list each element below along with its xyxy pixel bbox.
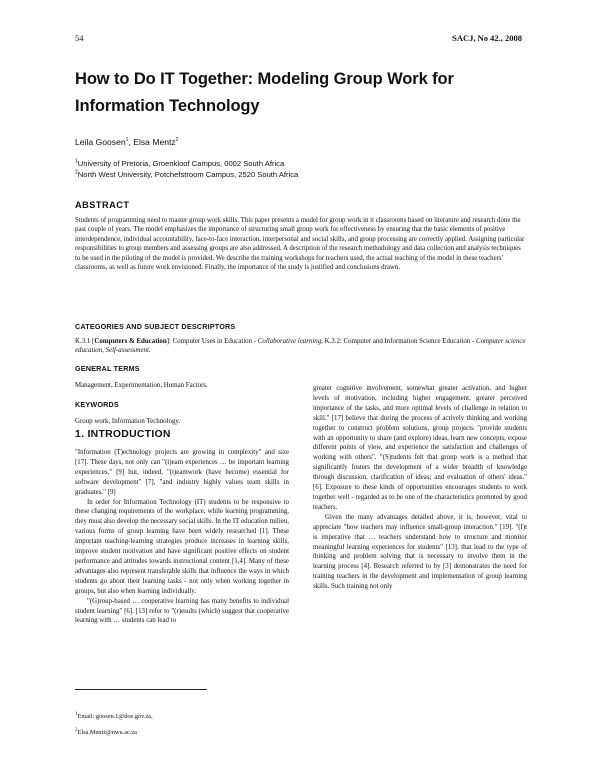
- keywords-heading: KEYWORDS: [75, 400, 119, 409]
- categories-italic: Computer science education, Self-assessment.: [75, 338, 526, 355]
- footnote: [75, 713, 153, 720]
- categories-bold: Computers & Education: [94, 338, 167, 345]
- affiliation-line: [75, 158, 298, 169]
- introduction-heading: 1. INTRODUCTION: [75, 429, 171, 440]
- author-mark: 1: [125, 137, 129, 144]
- footnote-rule: [75, 689, 207, 690]
- categories-body: [75, 337, 527, 356]
- paragraph: Given the many advantages detailed above, it is, however, vital to appreciate "how teachers may influence small-group interaction." [19]. "(I)t is imperative that … teachers understand how to structure and monitor meaningful learning experiences for students" [13], that lead to the type of thinking and problem solving that is necessary to involve them in the learning process [4]. Research referred to by [3] demonstrates the need for training teachers in the development and implementation of group learning skills. Such training not only: [313, 513, 527, 591]
- introduction-right-column: [313, 384, 527, 592]
- footnote-mark: 2: [75, 727, 78, 733]
- introduction-left-column: [75, 448, 289, 626]
- author-mark: 2: [175, 137, 179, 144]
- paragraph: In order for Information Technology (IT) students to be responsive to these changing requirements of the workplace, while learning programming, they must also develop the necessary social skills. In the IT education milieu, various forms of group learning have been widely researched [1]. These important teaching-learning strategies produce increases in learning skills, improve student motivation and have significant positive effects on student performance and attitudes towards instructional content [1,4]. Many of these advantages also represent transferable skills that influence the ways in which students go about their learning tasks - not only when working together in groups, but also when learning individually.: [75, 498, 289, 595]
- affiliation-text: North West University, Potchefstroom Campus, 2520 South Africa: [77, 170, 299, 179]
- affiliations: [75, 158, 298, 180]
- journal-reference: SACJ, No 42., 2008: [452, 33, 522, 43]
- categories-text: K.3.2: Computer and Information Science Education -: [322, 338, 476, 345]
- footnote-mark: 1: [75, 711, 78, 717]
- paragraph: "(G)roup-based … cooperative learning has many benefits to individual student learning" [6]. [13] refer to "(r)esults (which) suggest that cooperative learning with … students can lead to: [75, 597, 289, 625]
- footnote: [75, 729, 137, 736]
- keywords-body: Group work, Information Technology.: [75, 418, 181, 425]
- affiliation-text: University of Pretoria, Groenkloof Campus, 0002 South Africa: [77, 159, 285, 168]
- categories-italic: Collaborative learning,: [257, 338, 323, 345]
- page-number: 54: [75, 33, 84, 43]
- abstract-body: Students of programming need to master group work skills. This paper presents a model for group work in it classrooms based on literature and research done the past couple of years. The model emphasizes the importance of structuring small group work for effectiveness by ensuring that the basic elements of positive interdependence, individual accountability, face-to-face interaction, interpersonal and social skills, and group processing are correctly applied. Assigning particular responsibilities to group members and assessing groups are also addressed. A description of the research methodology and data collection and analysis techniques to be used in the piloting of the model is provided. We describe the training workshops for teachers used, the actual teaching of the model in these teachers' classrooms, as well as future work envisioned. Finally, the importance of the study is justified and conclusions drawn.: [75, 217, 525, 272]
- general-terms-heading: GENERAL TERMS: [75, 364, 140, 373]
- author-name: Leila Goosen: [75, 137, 126, 147]
- affiliation-mark: 2: [75, 169, 78, 176]
- abstract-heading: ABSTRACT: [75, 200, 130, 210]
- footnote-email[interactable]: Email: goosen.1@doe.gov.za,: [77, 713, 153, 720]
- author-list: [75, 137, 179, 147]
- affiliation-mark: 1: [75, 158, 78, 165]
- footnote-email[interactable]: Elsa.Mentz@nwu.ac.za: [77, 729, 137, 736]
- author-name: Elsa Mentz: [133, 137, 176, 147]
- categories-text: K.3.1 [: [75, 338, 95, 345]
- categories-text: ]: Computer Uses in Education -: [166, 338, 258, 345]
- categories-heading: CATEGORIES AND SUBJECT DESCRIPTORS: [75, 322, 236, 331]
- paper-title: How to Do IT Together: Modeling Group Work for Information Technology: [75, 70, 454, 115]
- paragraph: greater cognitive involvement, somewhat greater activation, and higher levels of motivation, including higher engagement, greater perceived importance of the tasks, and more optimal levels of challenge in relation to skill." [17] believe that during the process of actively thinking and working together to construct problem solutions, group projects "provide students with an opportunity to share (and explore) ideas, learn new concepts, expose different points of view, and experience the satisfaction and challenges of working with others". "(S)tudents felt that group work is a method that significantly fosters the development of a wider breadth of knowledge through discussion, clarification of ideas; and evaluation of others' ideas." [6]. Exposure to these kinds of opportunities encourages students to work together well - regarded as to be one of the characteristics promoted by good teachers.: [313, 385, 527, 511]
- affiliation-line: [75, 169, 298, 180]
- author-separator: ,: [128, 137, 134, 147]
- general-terms-body: Management, Experimentation, Human Factors.: [75, 382, 208, 389]
- paragraph: "Information (T)echnology projects are growing in complexity" and size [17]. These days, not only can "(t)eam experiences … be important learning experiences," [9] but, indeed, "(t)eamwork (have become) essential for software development" [7], "and industry highly values team skills in graduates." [9]: [75, 449, 289, 496]
